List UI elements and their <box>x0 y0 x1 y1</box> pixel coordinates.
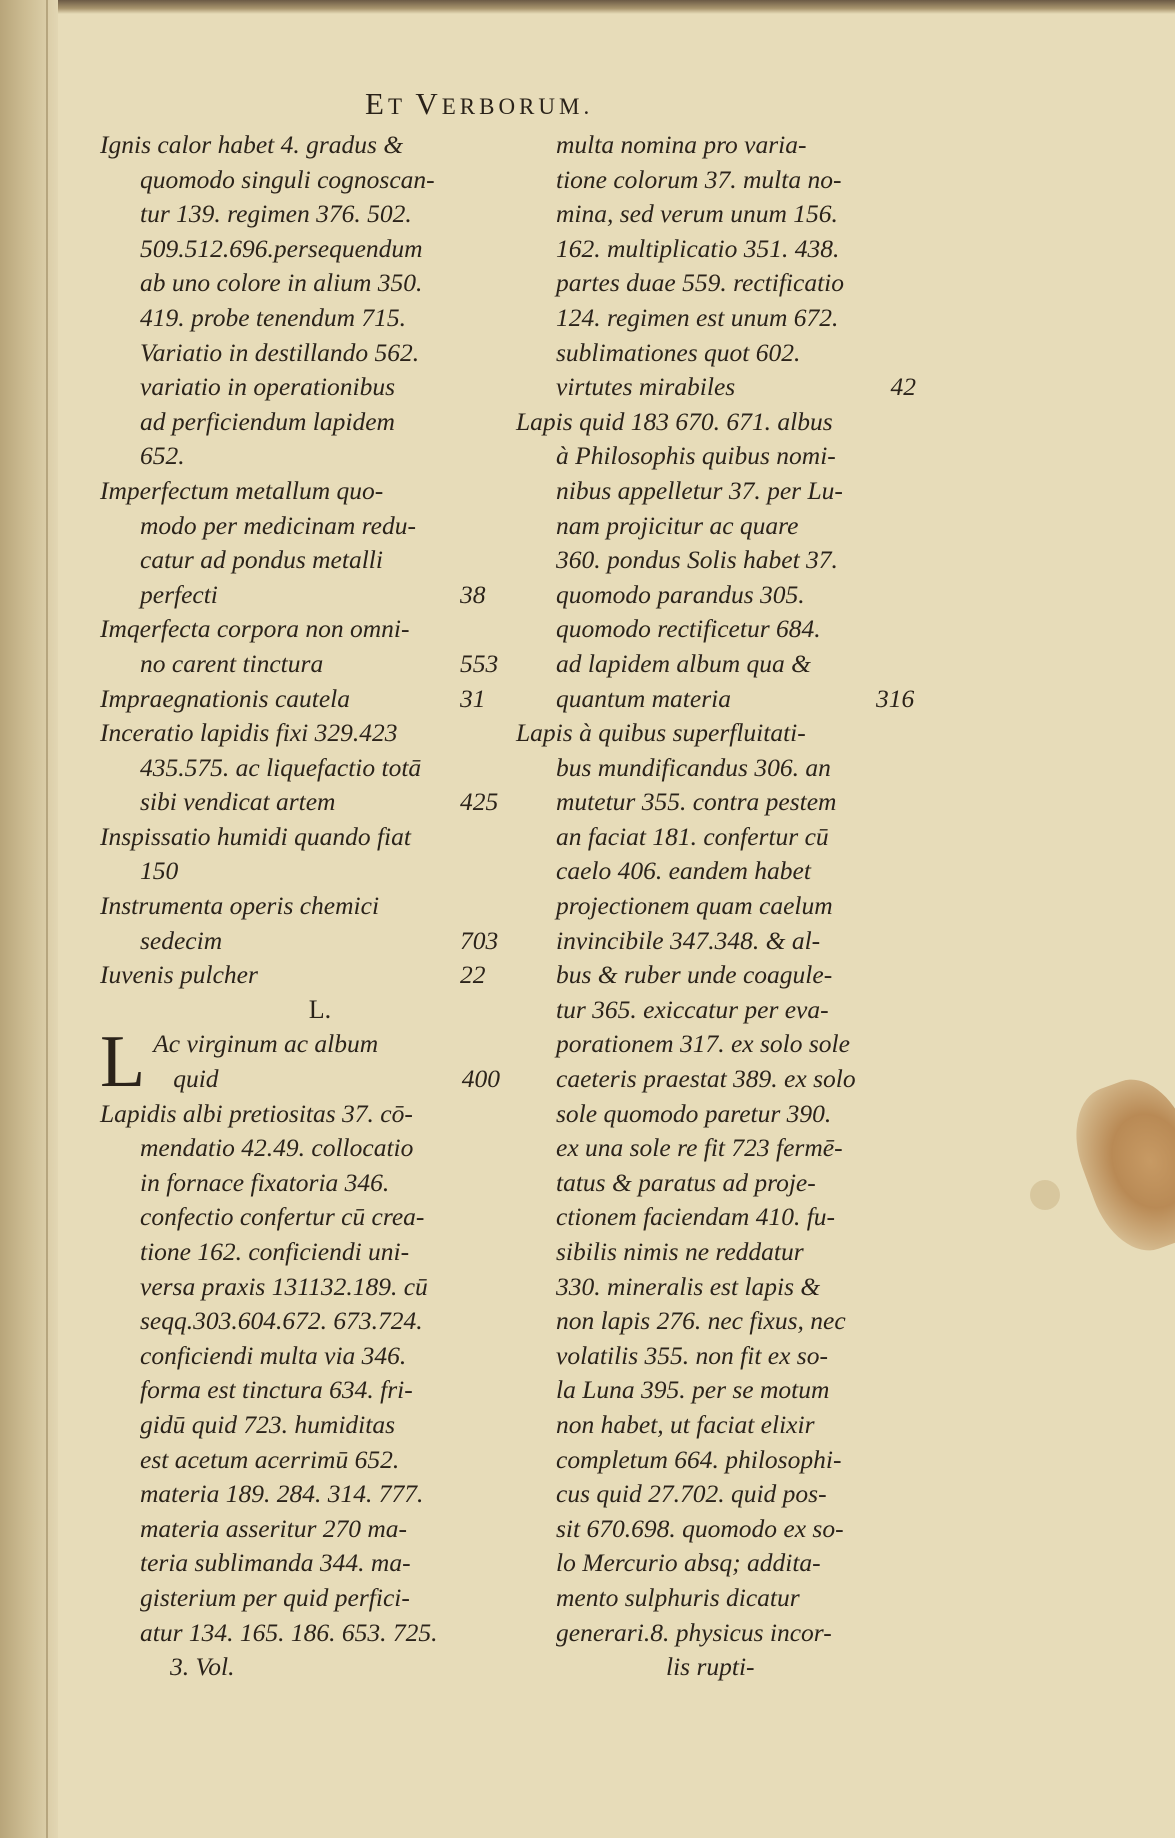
index-line: mendatio 42.49. collocatio <box>140 1133 414 1163</box>
index-line: tione colorum 37. multa no- <box>556 164 842 194</box>
index-line: mutetur 355. contra pestem <box>556 787 837 817</box>
index-line: Lapis à quibus superfluitati- <box>516 718 806 748</box>
index-line: multa nomina pro varia- <box>556 130 807 159</box>
index-line: completum 664. philosophi- <box>556 1444 842 1474</box>
index-line: tione 162. conficiendi uni- <box>140 1237 410 1266</box>
index-line: bus & ruber unde coagule- <box>556 960 833 990</box>
index-line: 162. multiplicatio 351. 438. <box>556 233 840 263</box>
index-line: quid <box>173 1064 219 1094</box>
index-line: caeteris praestat 389. ex solo <box>556 1064 856 1094</box>
index-line: perfecti <box>140 579 218 609</box>
index-line: materia asseritur 270 ma- <box>140 1513 408 1543</box>
index-line: invincibile 347.348. & al- <box>556 925 821 955</box>
running-head-initial-2: V <box>415 86 442 121</box>
index-line: quantum materia <box>556 683 731 713</box>
index-line: sit 670.698. quomodo ex so- <box>556 1513 844 1543</box>
index-line: teria sublimanda 344. ma- <box>140 1548 411 1578</box>
binding-fold-line <box>46 0 48 1838</box>
index-line: est acetum acerrimū 652. <box>140 1444 400 1474</box>
index-line: ab uno colore in alium 350. <box>140 268 423 298</box>
index-line: 435.575. ac liquefactio totā <box>140 752 422 782</box>
index-line: lo Mercurio absq; addita- <box>556 1548 821 1578</box>
index-line: in fornace fixatoria 346. <box>140 1167 390 1197</box>
index-line: variatio in operationibus <box>140 372 395 402</box>
index-line: partes duae 559. rectificatio <box>556 268 845 298</box>
index-line: materia 189. 284. 314. 777. <box>140 1479 424 1509</box>
index-line: no carent tinctura <box>140 648 324 678</box>
running-head <box>365 86 705 122</box>
index-line: conficiendi multa via 346. <box>140 1340 407 1370</box>
index-line: mina, sed verum unum 156. <box>556 199 838 229</box>
index-entry-ignis <box>100 128 500 474</box>
index-entry-continued <box>516 128 916 405</box>
index-line: Imperfectum metallum quo- <box>100 475 384 505</box>
page-number: 400 <box>461 1064 500 1094</box>
index-line: sibilis nimis ne reddatur <box>556 1237 804 1266</box>
index-line: bus mundificandus 306. an <box>556 752 831 782</box>
index-line: atur 134. 165. 186. 653. 725. <box>140 1617 438 1647</box>
index-line: la Luna 395. per se motum <box>556 1375 830 1405</box>
index-line: virtutes mirabiles <box>556 372 736 402</box>
page-spot <box>1030 1180 1060 1210</box>
index-line: Lapis quid 183 670. 671. albus <box>516 406 833 436</box>
drop-capital: L <box>100 1021 146 1104</box>
index-line: modo per medicinam redu- <box>140 510 416 540</box>
binding-gutter <box>0 0 58 1838</box>
index-line: 124. regimen est unum 672. <box>556 302 839 332</box>
index-entry-inceratio: Inceratio lapidis fixi 329.423 435.575. ac liquefactio totā sibi vendicat artem 425 <box>100 718 499 817</box>
index-entry-lapidis <box>100 1097 500 1651</box>
running-head-rest-1: T <box>387 94 416 119</box>
index-line: 419. probe tenendum 715. <box>140 302 407 332</box>
page-number: 42 <box>890 372 916 402</box>
index-line: Inceratio lapidis fixi 329.423 <box>100 718 398 748</box>
right-column <box>516 128 916 1685</box>
catchword-signature: 3. Vol. <box>170 1652 235 1682</box>
page-stain <box>1059 1066 1175 1263</box>
index-line: 652. <box>140 441 185 471</box>
index-line: gidū quid 723. humiditas <box>140 1409 396 1439</box>
index-line: Impraegnationis cautela <box>100 683 351 713</box>
index-line: non habet, ut faciat elixir <box>556 1409 815 1439</box>
index-line: nibus appelletur 37. per Lu- <box>556 475 843 505</box>
index-entry-lac <box>100 1021 500 1104</box>
index-line: ctionem faciendam 410. fu- <box>556 1202 836 1232</box>
index-line: mento sulphuris dicatur <box>556 1582 800 1612</box>
index-entry-impraegnationis: Impraegnationis cautela 31 <box>100 683 486 713</box>
page-top-edge <box>0 0 1175 14</box>
index-line: à Philosophis quibus nomi- <box>556 441 836 471</box>
running-head-rest-2: ERBORUM. <box>441 94 594 119</box>
index-line: 150 <box>140 856 179 886</box>
index-line: gisterium per quid perfici- <box>140 1582 410 1612</box>
catchword: lis rupti- <box>666 1652 755 1682</box>
index-line: tur 139. regimen 376. 502. <box>140 199 412 229</box>
running-head-initial-1: E <box>365 86 388 121</box>
index-line: Iuvenis pulcher <box>100 960 258 990</box>
index-line: 330. mineralis est lapis & <box>556 1271 821 1301</box>
index-line: cus quid 27.702. quid pos- <box>556 1479 827 1509</box>
index-line: volatilis 355. non fit ex so- <box>556 1340 828 1370</box>
index-line: an faciat 181. confertur cū <box>556 821 829 851</box>
index-entry-lapis-a-quibus <box>516 716 916 1650</box>
index-line: sublimationes quot 602. <box>556 337 801 367</box>
index-entry-imperfectum: Imperfectum metallum quo- modo per medicinam redu- catur ad pondus metalli perfecti 38 <box>100 475 486 609</box>
index-line: sibi vendicat artem <box>140 787 336 817</box>
index-line: sedecim <box>140 925 223 955</box>
index-line: catur ad pondus metalli <box>140 545 383 575</box>
index-line: versa praxis 131132.189. cū <box>140 1271 428 1301</box>
left-column <box>100 128 500 1685</box>
index-line: Inspissatio humidi quando fiat <box>100 821 411 851</box>
index-line: nam projicitur ac quare <box>556 510 799 540</box>
index-line: seqq.303.604.672. 673.724. <box>140 1306 423 1336</box>
index-line: porationem 317. ex solo sole <box>556 1029 850 1059</box>
index-line: quomodo singuli cognoscan- <box>140 164 435 194</box>
index-line: ad perficiendum lapidem <box>140 406 395 436</box>
index-line: projectionem quam caelum <box>556 891 833 921</box>
index-line: non lapis 276. nec fixus, nec <box>556 1306 846 1336</box>
section-letter-heading: L. <box>308 994 332 1024</box>
index-line: ex una sole re fit 723 fermē- <box>556 1133 843 1163</box>
index-line: generari.8. physicus incor- <box>556 1617 832 1647</box>
index-line: ad lapidem album qua & <box>556 648 811 678</box>
index-entry-inspissatio <box>100 820 500 889</box>
index-line: Instrumenta operis chemici <box>100 891 380 921</box>
index-line: caelo 406. eandem habet <box>556 856 811 886</box>
index-line: 509.512.696.persequendum <box>140 233 423 263</box>
index-line: Variatio in destillando 562. <box>140 337 420 367</box>
index-line: Imqerfecta corpora non omni- <box>100 614 410 644</box>
index-line: tatus & paratus ad proje- <box>556 1167 816 1197</box>
index-line: sole quomodo paretur 390. <box>556 1098 832 1128</box>
index-line: tur 365. exiccatur per eva- <box>556 994 829 1024</box>
index-line: 360. pondus Solis habet 37. <box>556 545 838 575</box>
index-entry-instrumenta: Instrumenta operis chemici sedecim 703 <box>100 891 499 955</box>
index-line: Ignis calor habet 4. gradus & <box>100 130 404 159</box>
index-line: forma est tinctura 634. fri- <box>140 1375 413 1405</box>
index-line: confectio confertur cū crea- <box>140 1202 425 1232</box>
index-entry-lapis-quid: Lapis quid 183 670. 671. albus à Philosophis quibus nomi- nibus appelletur 37. per Lu- nam projicitur ac quare 360. pondus Solis habet 37. quomodo parandus 305. quomodo rectificetur 684. ad lapidem album qua & quantum materia 316 <box>516 406 915 713</box>
index-entry-imqerfecta: Imqerfecta corpora non omni- no carent tinctura 553 <box>100 614 499 678</box>
index-line: quomodo rectificetur 684. <box>556 614 821 644</box>
index-line: Lapidis albi pretiositas 37. cō- <box>100 1098 413 1128</box>
index-line: Ac virginum ac album <box>153 1029 379 1059</box>
index-line: quomodo parandus 305. <box>556 579 805 609</box>
index-entry-iuvenis: Iuvenis pulcher 22 <box>100 960 486 990</box>
